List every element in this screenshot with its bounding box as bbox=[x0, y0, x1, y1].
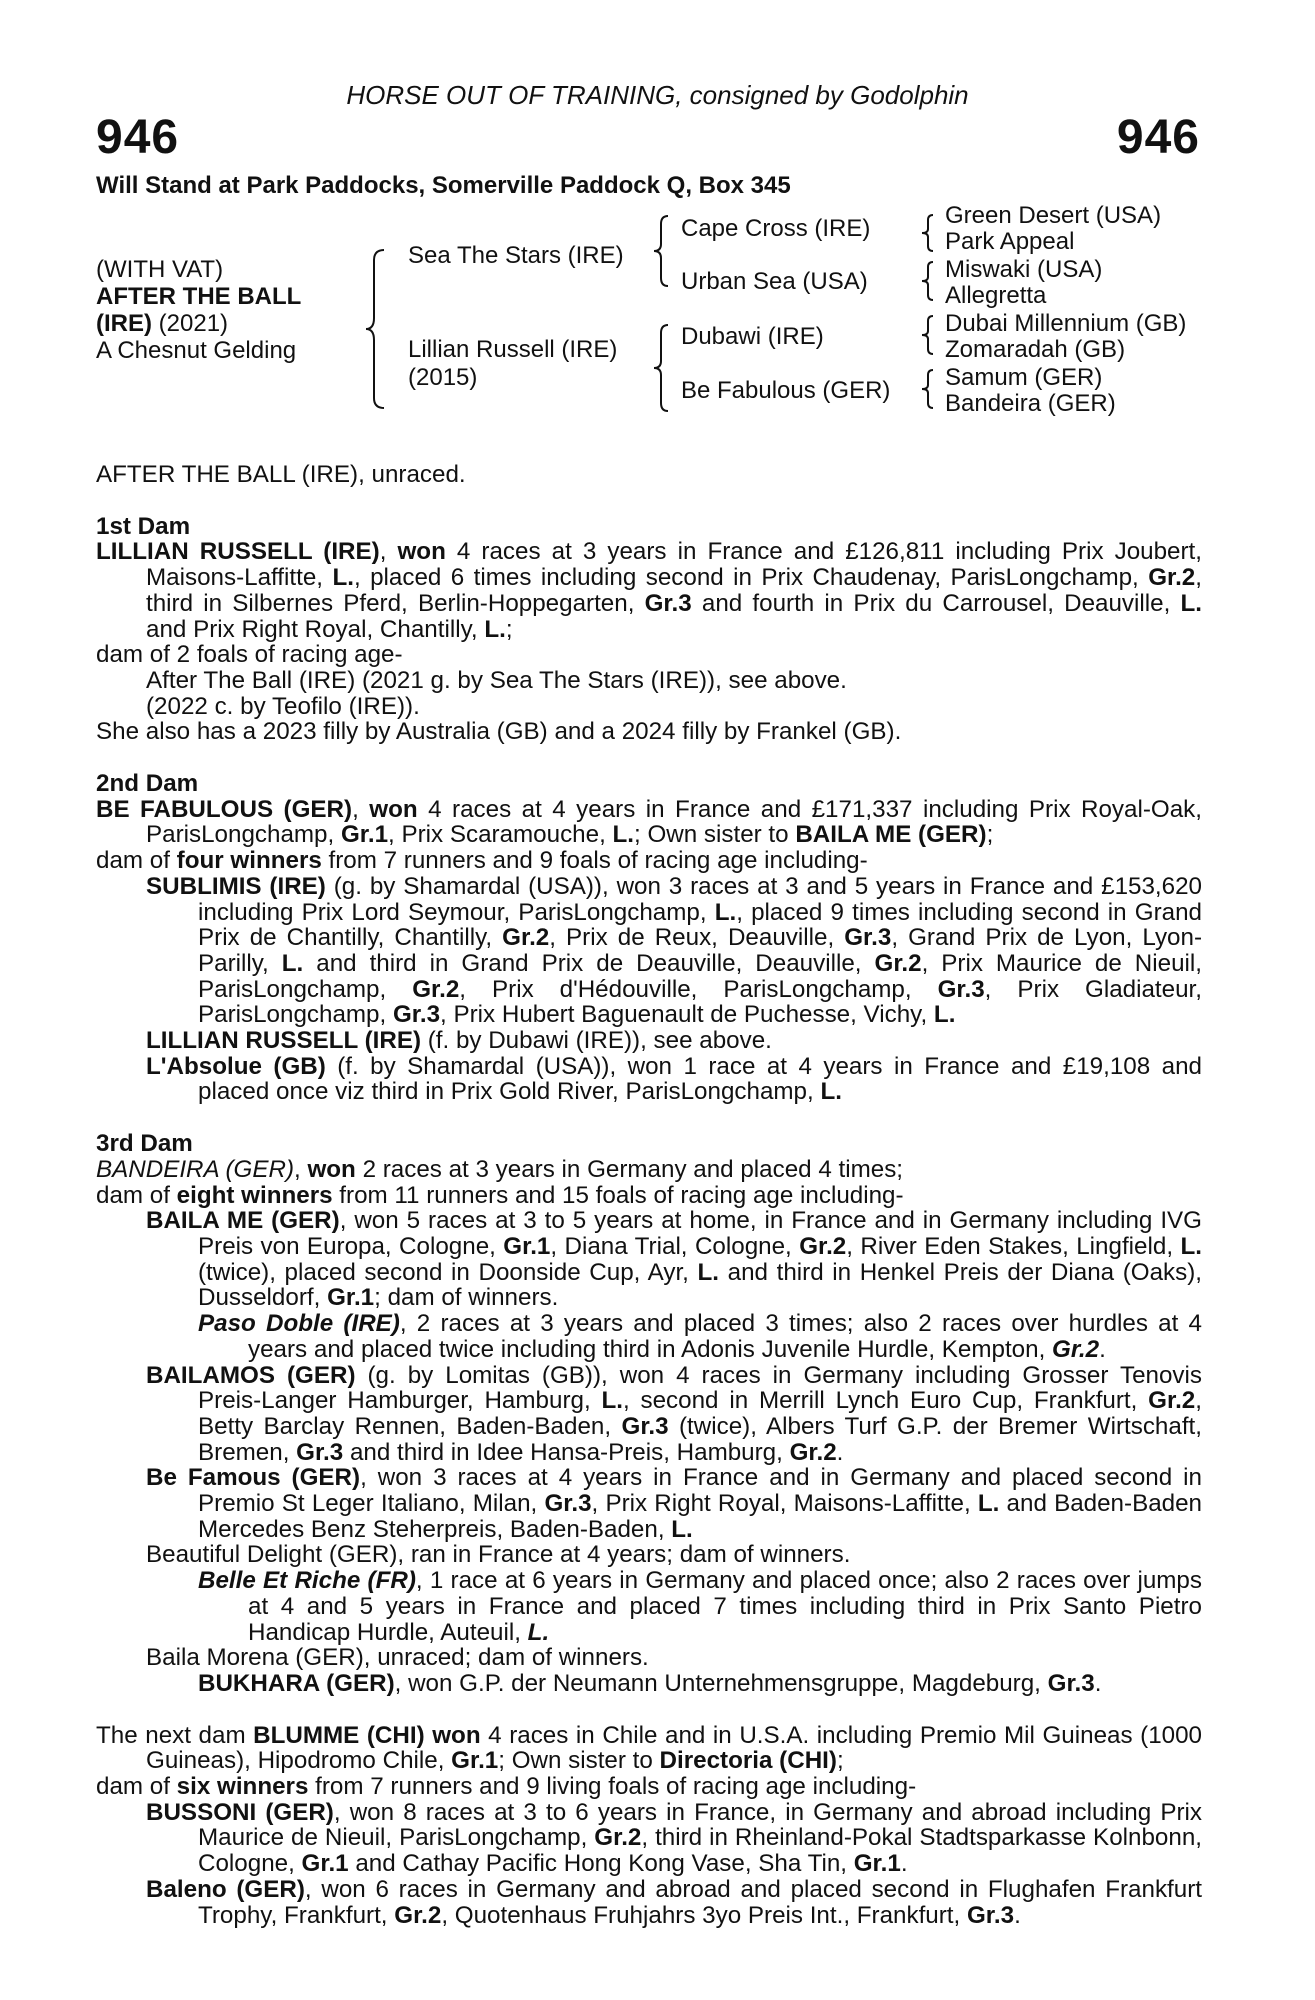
pedigree-brace-sire bbox=[652, 214, 672, 288]
pedigree-dam-year: (2015) bbox=[408, 364, 478, 391]
pedigree-ssd: Park Appeal bbox=[945, 228, 1075, 255]
foal-beautiful-delight: Beautiful Delight (GER), ran in France at 4 years; dam of winners. bbox=[146, 1541, 851, 1569]
pedigree-brace-dam bbox=[652, 323, 672, 413]
pedigree-brace-sd bbox=[920, 260, 936, 302]
foal-sublimis: SUBLIMIS (IRE) (g. by Shamardal (USA)), won 3 races at 3 and 5 years in France and £153,620 including Prix Lord Seymour, ParisLongchamp, L., placed 9 times including second in Grand Prix de Chantilly, Chantilly, Gr.2, Prix de Reux, Deauville, Gr.3, Grand Prix de Lyon, Lyon-Parilly, L. and third in Grand Prix de Deauville, Deauville, Gr.2, Prix Maurice de Nieuil, ParisLongchamp, Gr.2, Prix d'Hédouville, ParisLongchamp, Gr.3, Prix Gladiateur, ParisLongchamp, Gr.3, Prix Hubert Baguenault de Puchesse, Vichy, L. bbox=[146, 872, 1203, 1029]
foal-baleno: Baleno (GER), won 6 races in Germany and abroad and placed second in Flughafen Frankfurt Trophy, Frankfurt, Gr.2, Quotenhaus Fruhjahrs 3yo Preis Int., Frankfurt, Gr.3. bbox=[146, 1875, 1202, 1929]
third-dam-record: BANDEIRA (GER), won 2 races at 3 years in Germany and placed 4 times; bbox=[96, 1155, 904, 1183]
horse-origin: (IRE) bbox=[96, 310, 152, 337]
foal-bussoni: BUSSONI (GER), won 8 races at 3 to 6 years in France, in Germany and abroad including Prix Maurice de Nieuil, ParisLongchamp, Gr.2, third in Rheinland-Pokal Stadtsparkasse Kolnbonn, Cologne, Gr.1 and Cathay Pacific Hong Kong Vase, Sha Tin, Gr.1. bbox=[146, 1798, 1202, 1878]
consignment-heading: HORSE OUT OF TRAINING, consigned by Godolphin bbox=[346, 80, 969, 110]
first-dam-record: LILLIAN RUSSELL (IRE), won 4 races at 3 years in France and £126,811 including Prix Joubert, Maisons-Laffitte, L., placed 6 times including second in Prix Chaudenay, ParisLongchamp, Gr.2, third in Silbernes Pferd, Berlin-Hoppegarten, Gr.3 and fourth in Prix du Carrousel, Deauville, L. and Prix Right Royal, Chantilly, L.; bbox=[96, 538, 1202, 643]
foal-lillian-russell: LILLIAN RUSSELL (IRE) (f. by Dubawi (IRE)), see above. bbox=[146, 1027, 772, 1055]
intro-line: AFTER THE BALL (IRE), unraced. bbox=[96, 461, 466, 488]
next-dam-name: BLUMME (CHI) bbox=[253, 1721, 425, 1749]
third-dam-produce: dam of eight winners from 11 runners and 15 foals of racing age including- bbox=[96, 1181, 904, 1209]
horse-year: (2021) bbox=[158, 310, 229, 337]
pedigree-dsd: Zomaradah (GB) bbox=[945, 336, 1126, 363]
pedigree-sdd: Allegretta bbox=[945, 282, 1047, 309]
next-dam-produce: dam of six winners from 7 runners and 9 living foals of racing age including- bbox=[96, 1773, 917, 1801]
pedigree-sds: Miswaki (USA) bbox=[945, 256, 1103, 283]
third-dam-name: BANDEIRA (GER) bbox=[96, 1155, 294, 1183]
pedigree-dds: Samum (GER) bbox=[945, 364, 1103, 391]
first-dam-foal-2: (2022 c. by Teofilo (IRE)). bbox=[146, 692, 420, 720]
second-dam-produce: dam of four winners from 7 runners and 9 foals of racing age including- bbox=[96, 847, 868, 875]
first-dam-also: She also has a 2023 filly by Australia (GB) and a 2024 filly by Frankel (GB). bbox=[96, 718, 902, 746]
lot-number-right: 946 bbox=[1116, 111, 1200, 164]
pedigree-brace-main bbox=[364, 248, 388, 410]
pedigree-sire: Sea The Stars (IRE) bbox=[408, 242, 624, 269]
foal-belle-et-riche: Belle Et Riche (FR), 1 race at 6 years in Germany and placed once; also 2 races over jumps at 4 and 5 years in France and placed 7 times including third in Prix Santo Pietro Handicap Hurdle, Auteuil, L. bbox=[198, 1567, 1202, 1646]
pedigree-sire-sire: Cape Cross (IRE) bbox=[681, 215, 871, 242]
pedigree-dam-sire: Dubawi (IRE) bbox=[681, 323, 824, 350]
horse-description: A Chesnut Gelding bbox=[96, 337, 297, 364]
third-dam-heading: 3rd Dam bbox=[96, 1130, 193, 1158]
foal-be-famous: Be Famous (GER), won 3 races at 4 years in France and in Germany and placed second in Premio St Leger Italiano, Milan, Gr.3, Prix Right Royal, Maisons-Laffitte, L. and Baden-Baden Mercedes Benz Steherpreis, Baden-Baden, L. bbox=[146, 1464, 1203, 1543]
second-dam-name: BE FABULOUS (GER) bbox=[96, 795, 353, 823]
second-dam-record: BE FABULOUS (GER), won 4 races at 4 years in France and £171,337 including Prix Royal-Oak, ParisLongchamp, Gr.1, Prix Scaramouche, L.; Own sister to BAILA ME (GER); bbox=[96, 795, 1202, 849]
pedigree-brace-ss bbox=[920, 213, 936, 253]
pedigree-brace-dd bbox=[920, 368, 936, 410]
foal-baila-me: BAILA ME (GER), won 5 races at 3 to 5 years at home, in France and in Germany including IVG Preis von Europa, Cologne, Gr.1, Diana Trial, Cologne, Gr.2, River Eden Stakes, Lingfield, L. (twice), placed second in Doonside Cup, Ayr, L. and third in Henkel Preis der Diana (Oaks), Dusseldorf, Gr.1; dam of winners. bbox=[146, 1207, 1202, 1312]
next-dam-record: The next dam BLUMME (CHI) won 4 races in Chile and in U.S.A. including Premio Mil Guineas (1000 Guineas), Hipodromo Chile, Gr.1; Own sister to Directoria (CHI); bbox=[96, 1721, 1203, 1775]
pedigree-sire-dam: Urban Sea (USA) bbox=[681, 268, 868, 295]
lot-number-left: 946 bbox=[96, 111, 180, 164]
pedigree-dam: Lillian Russell (IRE) bbox=[408, 336, 618, 363]
first-dam-name: LILLIAN RUSSELL (IRE) bbox=[96, 538, 380, 566]
first-dam-heading: 1st Dam bbox=[96, 512, 191, 540]
vat-label: (WITH VAT) bbox=[96, 256, 224, 283]
horse-origin-year bbox=[96, 310, 228, 337]
second-dam-heading: 2nd Dam bbox=[96, 770, 199, 798]
pedigree-ddd: Bandeira (GER) bbox=[945, 390, 1116, 417]
foal-paso-doble: Paso Doble (IRE), 2 races at 3 years and placed 3 times; also 2 races over hurdles at 4 years and placed twice including third in Adonis Juvenile Hurdle, Kempton, Gr.2. bbox=[198, 1310, 1202, 1363]
pedigree-dam-dam: Be Fabulous (GER) bbox=[681, 377, 891, 404]
foal-bailamos: BAILAMOS (GER) (g. by Lomitas (GB)), won 4 races in Germany including Grosser Tenovis Preis-Langer Hamburger, Hamburg, L., second in Merrill Lynch Euro Cup, Frankfurt, Gr.2, Betty Barclay Rennen, Baden-Baden, Gr.3 (twice), Albers Turf G.P. der Bremer Wirtschaft, Bremen, Gr.3 and third in Idee Hansa-Preis, Hamburg, Gr.2. bbox=[146, 1361, 1202, 1466]
foal-baila-morena: Baila Morena (GER), unraced; dam of winners. bbox=[146, 1644, 649, 1672]
first-dam-foal-1: After The Ball (IRE) (2021 g. by Sea The Stars (IRE)), see above. bbox=[146, 666, 847, 694]
pedigree-brace-ds bbox=[920, 314, 936, 356]
pedigree-dss: Dubai Millennium (GB) bbox=[945, 310, 1187, 337]
stand-location: Will Stand at Park Paddocks, Somerville Paddock Q, Box 345 bbox=[96, 172, 791, 199]
catalogue-body bbox=[96, 462, 1202, 1928]
foal-labsolue: L'Absolue (GB) (f. by Shamardal (USA)), won 1 race at 4 years in France and £19,108 and placed once viz third in Prix Gold River, ParisLongchamp, L. bbox=[146, 1052, 1202, 1106]
horse-name: AFTER THE BALL bbox=[96, 283, 302, 310]
foal-bukhara: BUKHARA (GER), won G.P. der Neumann Unternehmensgruppe, Magdeburg, Gr.3. bbox=[198, 1669, 1102, 1697]
pedigree-sss: Green Desert (USA) bbox=[945, 202, 1162, 229]
first-dam-foals: dam of 2 foals of racing age- bbox=[96, 641, 403, 669]
